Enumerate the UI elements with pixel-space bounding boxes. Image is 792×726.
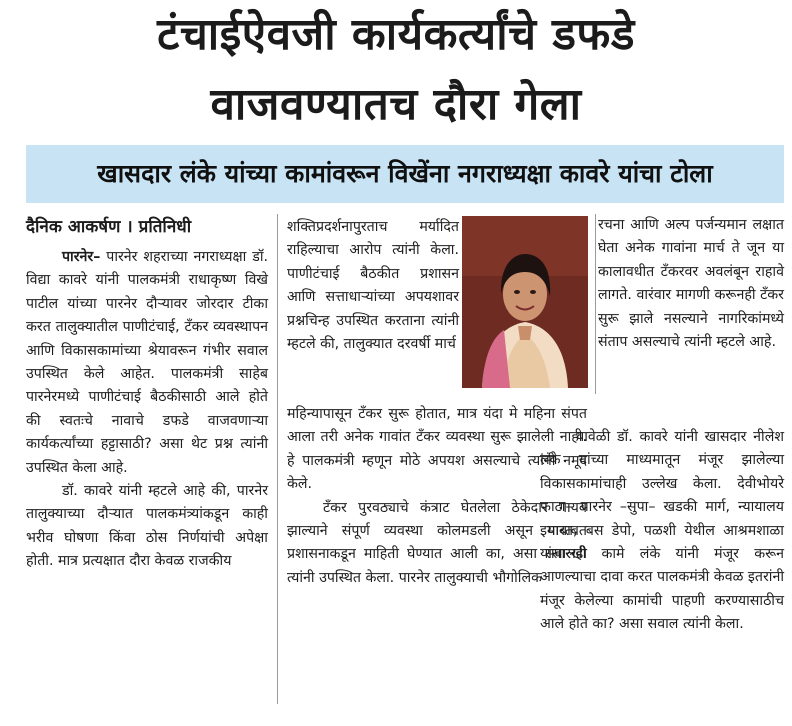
article-paragraph-continued: शक्तिप्रदर्शनापुरताच मर्यादित राहिल्याचा आरोप त्यांनी केला. पाणीटंचाई बैठकीत प्रशासन आणि सत्ताधाऱ्यांच्या अपयशावर प्रश्नचिन्ह उपस्थित करताना त्यांनी म्हटले की, तालुक्यात दरवर्षी मार्च [287,219,459,353]
paragraph-text: पारनेर शहराच्या नगराध्यक्षा डॉ. विद्या कावरे यांनी पालकमंत्री राधाकृष्ण विखे पाटील यांच्या पारनेर दौऱ्यावर जोरदार टीका करत तालुक्यातील पाणीटंचाई, टँकर व्यवस्थापन आणि विकासकामांच्या श्रेयावरून गंभीर सवाल उपस्थित केले आहेत. पालकमंत्री साहेब पारनेरमध्ये पाणीटंचाई बैठकीसाठी आले होते की स्वतःचे नावाचे डफडे वाजवणाऱ्या कार्यकर्त्यांच्या हट्टासाठी? असा थेट प्रश्न त्यांनी उपस्थित केला आहे. [26,249,269,476]
subheadline: खासदार लंके यांच्या कामांवरून विखेंना नगराध्यक्षा कावरे यांचा टोला [97,159,713,188]
column-divider [277,214,278,704]
reporter-photo [462,216,588,388]
column-divider [595,214,596,394]
headline-line-2: वाजवण्यातच दौरा गेला [210,79,582,130]
article-paragraph: डॉ. कावरे यांनी म्हटले आहे की, पारनेर तालुक्याच्या दौऱ्यात पालकमंत्र्यांकडून काही भरीव घोषणा किंवा ठोस निर्णयांची अपेक्षा होती. मात्र प्रत्यक्षात दौरा केवळ राजकीय [26,483,268,570]
article-paragraph: यावेळी डॉ. कावरे यांनी खासदार नीलेश लंके यांच्या माध्यमातून मंजूर झालेल्या विकासकामांचाही उल्लेख केला. देवीभोयरे फाटा– पारनेर –सुपा– खडकी मार्ग, न्यायालय इमारत, बस डेपो, पळशी येथील आश्रमशाळा यांसारखी कामे लंके यांनी मंजूर करून आणल्याचा दावा करत पालकमंत्री केवळ इतरांनी मंजूर केलेल्या कामांची पाहणी करण्यासाठीच आले होते का? असा सवाल त्यांनी केला. [540,429,784,633]
headline-line-1: टंचाईऐवजी कार्यकर्त्यांचे डफडे [157,9,635,60]
article-column-2-text [287,216,459,356]
portrait-image [462,216,588,388]
article-column-1 [26,214,268,714]
article-paragraph [26,246,268,480]
article-paragraph: रचना आणि अल्प पर्जन्यमान लक्षात घेता अनेक गावांना मार्च ते जून या कालावधीत टँकरवर अवलंबून राहावे लागते. वारंवार मागणी करूनही टँकर सुरू झाले नसल्याने नागरिकांमध्ये संताप असल्याचे त्यांनी म्हटले आहे. [598,217,784,351]
article-paragraph-continued: महिन्यापासून टँकर सुरू होतात, मात्र यंदा मे महिना संपत आला तरी अनेक गावांत टँकर व्यवस्था सुरू झालेली नाही. हे पालकमंत्री म्हणून मोठे अपयश असल्याचे त्यांनी नमूद केले. [287,406,587,493]
article-column-3 [598,214,784,354]
byline: दैनिक आकर्षण । प्रतिनिधी [26,217,192,237]
article-paragraph: टँकर पुरवठ्याचे कंत्राट घेतलेला ठेकेदार गायब झाल्याने संपूर्ण व्यवस्था कोलमडली असून याबाबत प्रशासनाकडून माहिती घेण्यात आली का, असा सवालही त्यांनी उपस्थित केला. पारनेर तालुक्याची भौगोलिक [287,499,587,586]
headline [0,6,792,134]
dateline: पारनेर– [62,249,101,265]
article-column-3-lower [540,426,784,637]
